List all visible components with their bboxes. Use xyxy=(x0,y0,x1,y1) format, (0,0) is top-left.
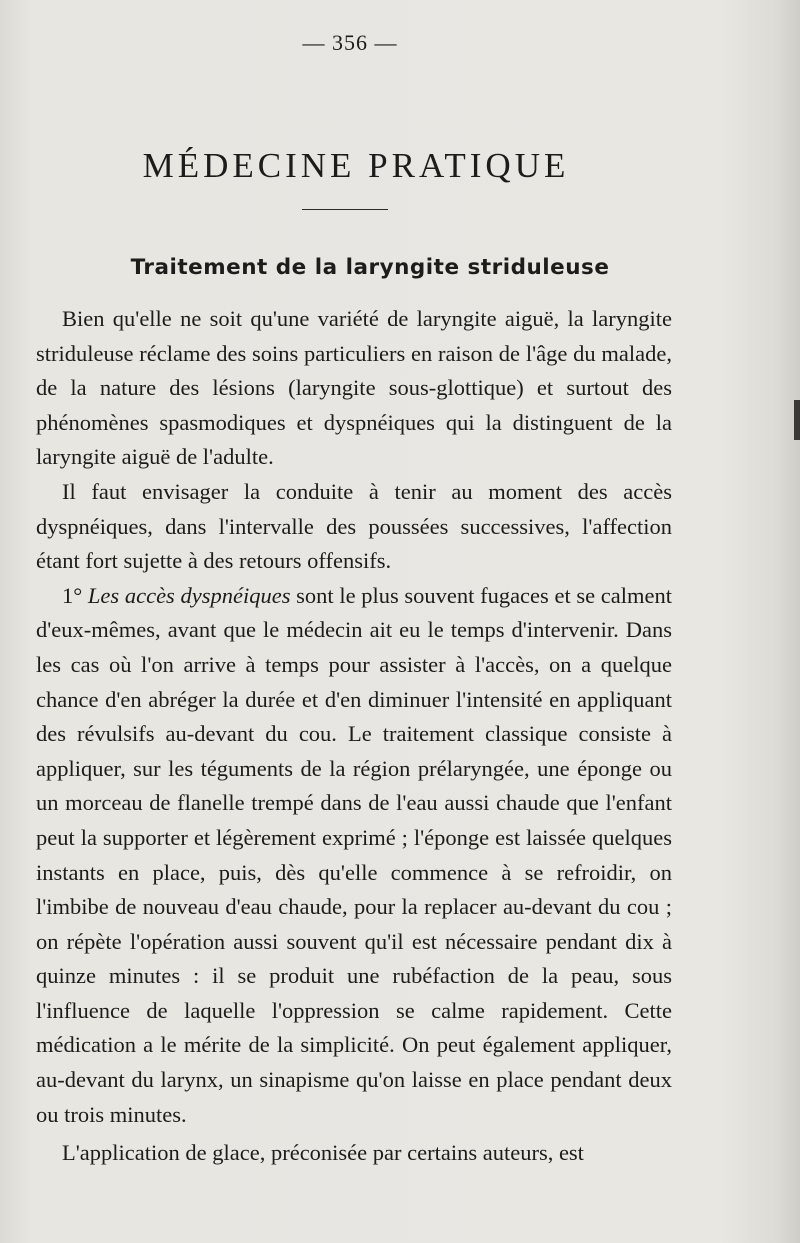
title-divider xyxy=(302,209,388,210)
paragraph-intro: Bien qu'elle ne soit qu'une variété de laryngite aiguë, la laryngite striduleuse réclame des soins particuliers en raison de l'âge du malade, de la nature des lésions (laryngite sous-glottique) et surtout des phénomènes spasmodiques et dyspnéiques qui la distinguent de la laryngite aiguë de l'adulte. xyxy=(36,306,672,470)
article-body xyxy=(36,302,672,1171)
emphasis-term: Les accès dyspnéiques xyxy=(87,582,291,608)
section-number: 1° xyxy=(62,582,83,608)
paragraph-text: sont le plus souvent fugaces et se calment d'eux-mêmes, avant que le médecin ait eu le temps d'intervenir. Dans les cas où l'on arrive à temps pour assister à l'accès, on a quelque chance d'en abréger la durée et d'en diminuer l'intensité en appliquant des révulsifs au-devant du cou. Le traitement classique consiste à appliquer, sur les téguments de la région prélaryngée, une éponge ou un morceau de flanelle trempé dans de l'eau aussi chaude que l'enfant peut la supporter et légèrement exprimé ; l'éponge est laissée quelques instants en place, puis, dès qu'elle commence à se refroidir, on l'imbibe de nouveau d'eau chaude, pour la replacer au-devant du cou ; on répète l'opération aussi souvent qu'il est nécessaire pendant dix à quinze minutes : il se produit une rubéfaction de la peau, sous l'influence de laquelle l'oppression se calme rapidement. Cette médication a le mérite de la simplicité. On peut également appliquer, au-devant du larynx, un sinapisme qu'on laisse en place pendant deux ou trois minutes. xyxy=(36,582,672,1127)
page-number: — 356 — xyxy=(302,30,398,55)
paragraph-conduct: Il faut envisager la conduite à tenir au moment des accès dyspnéiques, dans l'intervalle des poussées successives, l'affection étant fort sujette à des retours offensifs. xyxy=(36,478,672,574)
paragraph-dyspneic-attacks xyxy=(36,579,672,1133)
article-title: Traitement de la laryngite striduleuse xyxy=(130,255,610,280)
page-edge-mark xyxy=(794,400,800,440)
paragraph-ice: L'application de glace, préconisée par certains auteurs, est xyxy=(62,1140,584,1166)
section-title: MÉDECINE PRATIQUE xyxy=(142,146,570,185)
